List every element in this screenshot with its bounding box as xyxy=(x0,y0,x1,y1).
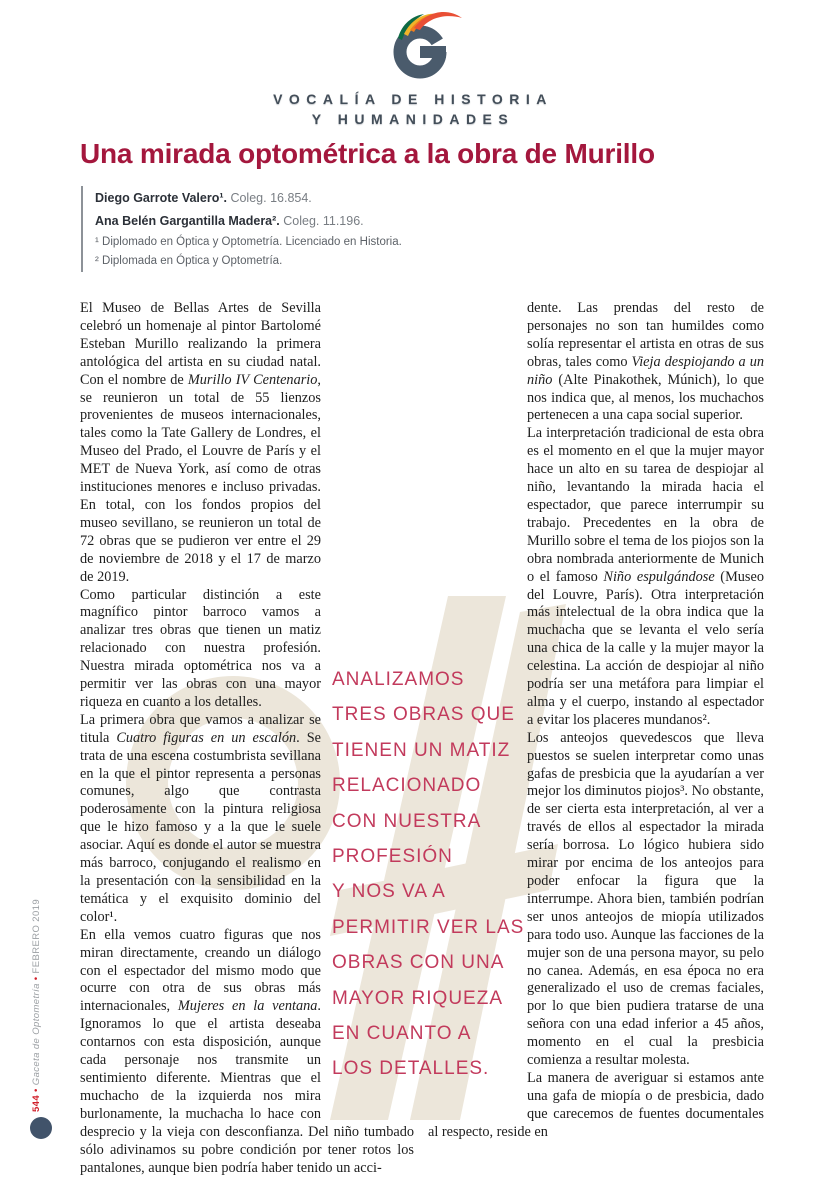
article-title: Una mirada optométrica a la obra de Murillo xyxy=(80,138,655,169)
organization-name-line2: Y HUMANIDADES xyxy=(311,111,515,127)
pull-quote-line: EN CUANTO A xyxy=(332,1023,472,1045)
body-paragraph: dente. Las prendas del resto de personajes no son tan humildes como solía representar el artista en otras de sus obras, tales como Vieja despiojando a un niño (Alte Pinakothek, Múnich), lo que nos indica que, al menos, los muchachos pertenecen a una capa social superior. xyxy=(527,300,764,424)
body-paragraph: La interpretación tradicional de esta obra es el momento en el que la mujer mayor hace un alto en su tarea de despiojar al niño, levantando la mirada hacia el espectador, que parece interrumpir su trabajo. Precedentes en la obra de Murillo sobre el tema de los piojos son la obra nombrada anteriormente de Munich o el famoso Niño espulgándose (Museo del Louvre, París). Otra interpretación más intelectual de la obra indica que la muchacha que se levanta el velo sería una chica de la calle y la mujer mayor la celestina. La acción de despiojar al niño podría ser una metáfora para limpiar el alma y el cuerpo, instando al espectador a evitar los placeres mundanos². xyxy=(527,425,764,728)
author-name: Diego Garrote Valero¹. xyxy=(95,191,227,205)
pull-quote xyxy=(332,662,525,1087)
body-paragraph: La primera obra que vamos a analizar se titula Cuatro figuras en un escalón. Se trata de una escena costumbrista sevillana en la que el pintor representa a personas comunes, algo que contrasta poderosamente con la pintura religiosa que le hizo famoso y a la que le suele asociar. Aquí es donde el autor se muestra más barroco, conjugando el realismo en la presentación con la sensibilidad en la temática y el exquisito dominio del color¹. xyxy=(80,711,321,925)
body-paragraph: Como particular distinción a este magnífico pintor barroco vamos a analizar tres obras que tienen un matiz relacionado con nuestra profesión. Nuestra mirada optométrica nos va a permitir ver las obras con una mayor riqueza en cuanto a los detalles. xyxy=(80,586,321,710)
issue-date: FEBRERO 2019 xyxy=(31,898,42,974)
organization-name-line1: VOCALÍA DE HISTORIA xyxy=(273,91,553,107)
journal-name: Gaceta de Optometría xyxy=(31,983,42,1086)
author-line xyxy=(95,210,715,233)
body-paragraph: El Museo de Bellas Artes de Sevilla celebró un homenaje al pintor Bartolomé Esteban Murillo realizando la primera antológica del artista en su ciudad natal. Con el nombre de Murillo IV Centenario, se reunieron un total de 55 lienzos provenientes de museos internacionales, tales como la Tate Gallery de Londres, el Museo del Prado, el Louvre de París y el MET de Nueva York, así como de otras instituciones menores e incluso privadas. En total, con los fondos propios del museo sevillano, se reunieron un total de 72 obras que se pudieron ver entre el 29 de noviembre de 2018 y el 17 de marzo de 2019. xyxy=(80,300,321,585)
page-header xyxy=(0,8,826,129)
pull-quote-line: RELACIONADO xyxy=(332,775,482,797)
body-paragraph: La manera de averiguar si estamos ante una gafa de miopía o de presbicia, dado que carecemos de fuentes documentales al respecto, reside en xyxy=(428,1069,764,1140)
body-paragraph: En ella vemos cuatro figuras que nos miran directamente, creando un diálogo con el espectador del mismo modo que ocurre con otra de sus obras más internacionales, Mujeres en la ventana. Ignoramos lo que el artista deseaba contarnos con esta disposición, aunque cada personaje nos transmite un sentimiento diferente. Mientras que el muchacho de la izquierda nos mira burlonamente, la muchacha lo hace con desprecio y la vieja con desconfianza. Del niño tumbado sólo adivinamos su pobre condición por tener rotos los pantalones, aunque bien podría haber tenido un acci- xyxy=(80,926,414,1176)
author-credential: Coleg. 16.854. xyxy=(226,191,312,205)
pull-quote-line: OBRAS CON UNA xyxy=(332,952,505,974)
colegio-g-logo-icon xyxy=(374,8,466,80)
author-name: Ana Belén Gargantilla Madera². xyxy=(95,214,280,228)
pull-quote-line: Y NOS VA A xyxy=(332,881,446,903)
pull-quote-line: MAYOR RIQUEZA xyxy=(332,987,503,1009)
pull-quote-line: TIENEN UN MATIZ xyxy=(332,739,511,761)
affiliation-line: ¹ Diplomado en Óptica y Optometría. Licenciado en Historia. xyxy=(95,236,402,248)
footer-separator: • xyxy=(31,976,42,981)
author-block xyxy=(81,186,715,272)
pull-quote-line: ANALIZAMOS xyxy=(332,669,465,690)
page-footer-vertical xyxy=(31,899,42,1112)
affiliation-line: ² Diplomada en Óptica y Optometría. xyxy=(95,255,283,267)
pull-quote-line: LOS DETALLES. xyxy=(332,1058,490,1080)
pull-quote-line: CON NUESTRA xyxy=(332,810,482,832)
pull-quote-line: PERMITIR VER LAS xyxy=(332,916,525,938)
pull-quote-line: PROFESIÓN xyxy=(332,846,453,868)
author-line xyxy=(95,187,715,210)
pull-quote-line: TRES OBRAS QUE xyxy=(332,704,515,726)
corner-dot xyxy=(30,1117,52,1139)
body-paragraph: Los anteojos quevedescos que lleva puestos se suelen interpretar como unas gafas de presbicia que la ayudarían a ver mejor los diminutos piojos³. No obstante, de ser cierta esta interpretación, al ver a través de ellos al espectador la mirada sería borrosa. Lo lógico hubiera sido mirar por encima de los anteojos para poder enfocar la figura que la interrumpe. Ahora bien, también podrían ser unos anteojos de miopía utilizados para todo uso. Aunque las facciones de la mujer son de una persona mayor, su pelo no canea. Además, en esa época no era generalizado el uso de cremas faciales, por lo que bien pudiera tratarse de una señora con una edad inferior a 45 años, momento en el cual la presbicia comienza a resultar molesta. xyxy=(527,729,764,1069)
footer-separator: • xyxy=(31,1088,42,1092)
page-number: 544 xyxy=(31,1094,42,1112)
author-credential: Coleg. 11.196. xyxy=(279,214,364,228)
